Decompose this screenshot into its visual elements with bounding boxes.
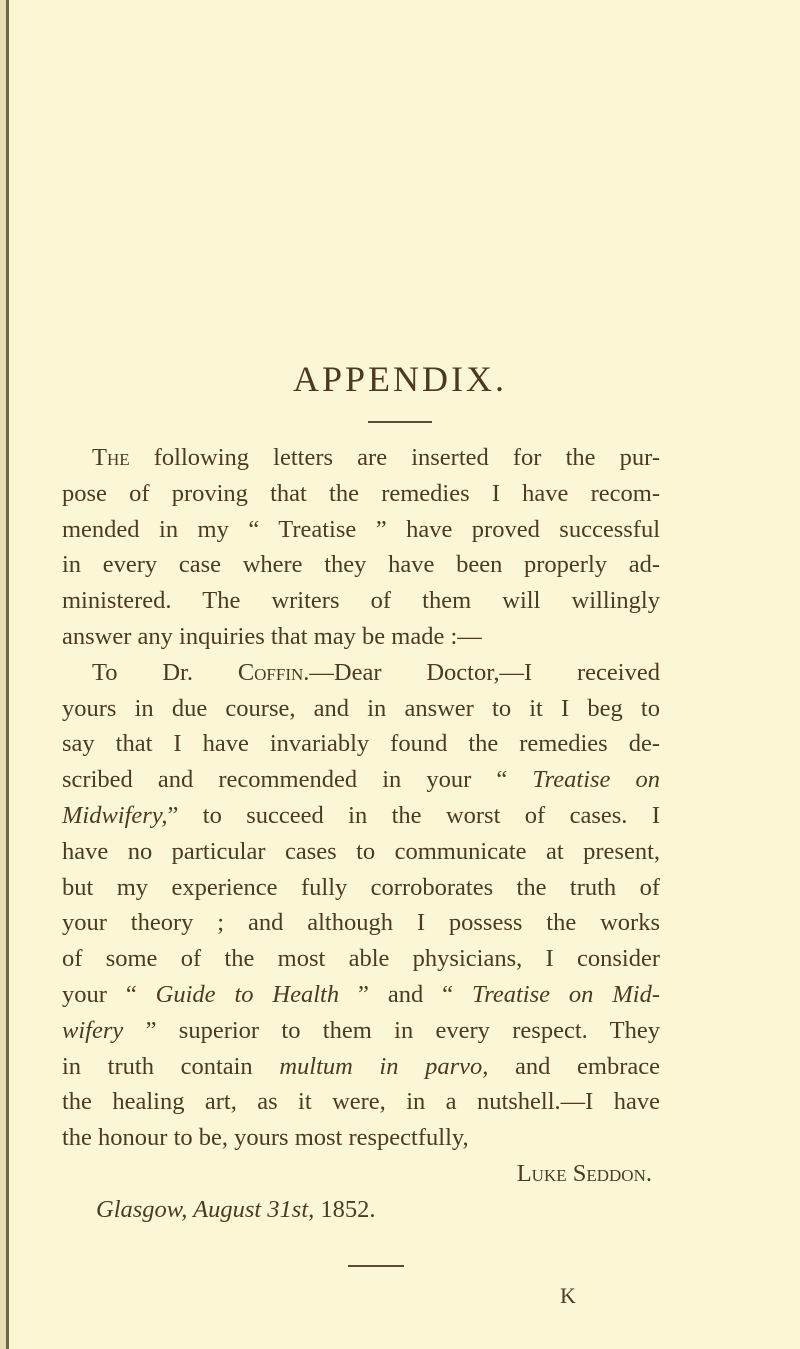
italic-text: Treatise on	[532, 766, 661, 794]
text-run: in truth contain	[62, 1052, 280, 1080]
dateline-year: 1852.	[314, 1195, 376, 1223]
text-run: answer any inquiries that may be made :—	[62, 622, 482, 650]
text-run: mended in my “ Treatise ” have proved successful	[62, 515, 660, 543]
text-run: ” and “	[339, 980, 472, 1008]
small-caps-text: Coffin.	[237, 658, 310, 686]
text-run: the healing art, as it were, in a nutshell.—I have	[62, 1088, 660, 1116]
text-line	[62, 1084, 660, 1120]
text-line	[62, 905, 660, 941]
text-line	[62, 583, 660, 619]
signature-mark: K	[560, 1283, 576, 1308]
text-run: To Dr.	[92, 658, 238, 686]
page-title: APPENDIX.	[292, 359, 507, 399]
text-line	[62, 870, 660, 906]
text-run: ministered. The writers of them will willingly	[62, 587, 660, 615]
text-line	[62, 440, 660, 476]
dateline	[62, 1192, 660, 1228]
italic-text: wifery	[62, 1016, 124, 1044]
text-line	[62, 1049, 660, 1085]
text-line	[62, 476, 660, 512]
title-divider	[368, 421, 432, 423]
text-line	[62, 691, 660, 727]
text-run: your theory ; and although I possess the works	[62, 909, 660, 937]
text-run: and embrace	[488, 1052, 660, 1080]
text-line	[62, 619, 660, 655]
text-run: say that I have invariably found the remedies de-	[62, 730, 660, 758]
small-caps-text: The	[92, 444, 130, 471]
text-run: following letters are inserted for the pur-	[129, 444, 660, 471]
body-text	[62, 440, 660, 1228]
text-run: —Dear Doctor,—I received	[309, 658, 660, 686]
end-divider	[348, 1265, 404, 1267]
text-line	[62, 547, 660, 583]
text-run: ” superior to them in every respect. They	[123, 1016, 660, 1044]
text-line	[62, 655, 660, 691]
text-run: scribed and recommended in your “	[62, 766, 533, 794]
text-line	[62, 798, 660, 834]
text-run: of some of the most able physicians, I consider	[62, 945, 660, 973]
text-run: ” to succeed in the worst of cases. I	[167, 801, 660, 829]
text-run: yours in due course, and in answer to it I beg to	[62, 694, 660, 722]
text-line	[62, 941, 660, 977]
text-line	[62, 1013, 660, 1049]
italic-text: multum in parvo,	[279, 1052, 489, 1080]
text-run: but my experience fully corroborates the truth of	[62, 873, 660, 901]
text-run: pose of proving that the remedies I have recom-	[62, 479, 660, 507]
text-run: have no particular cases to communicate at present,	[62, 837, 660, 865]
page-edge-line	[6, 0, 9, 1349]
text-line	[62, 762, 660, 798]
text-line	[62, 726, 660, 762]
italic-text: Midwifery,	[62, 801, 168, 829]
text-line	[62, 834, 660, 870]
italic-text: Treatise on Mid-	[471, 980, 660, 1008]
signature: Luke Seddon.	[516, 1159, 652, 1187]
text-run: your “	[62, 980, 156, 1008]
text-run: in every case where they have been properly ad-	[62, 551, 660, 579]
italic-text: Guide to Health	[155, 980, 340, 1008]
text-line	[62, 977, 660, 1013]
dateline-place-date: Glasgow, August 31st,	[96, 1195, 315, 1223]
text-line	[62, 512, 660, 548]
text-line	[62, 1120, 660, 1156]
text-run: the honour to be, yours most respectfully,	[62, 1124, 469, 1152]
